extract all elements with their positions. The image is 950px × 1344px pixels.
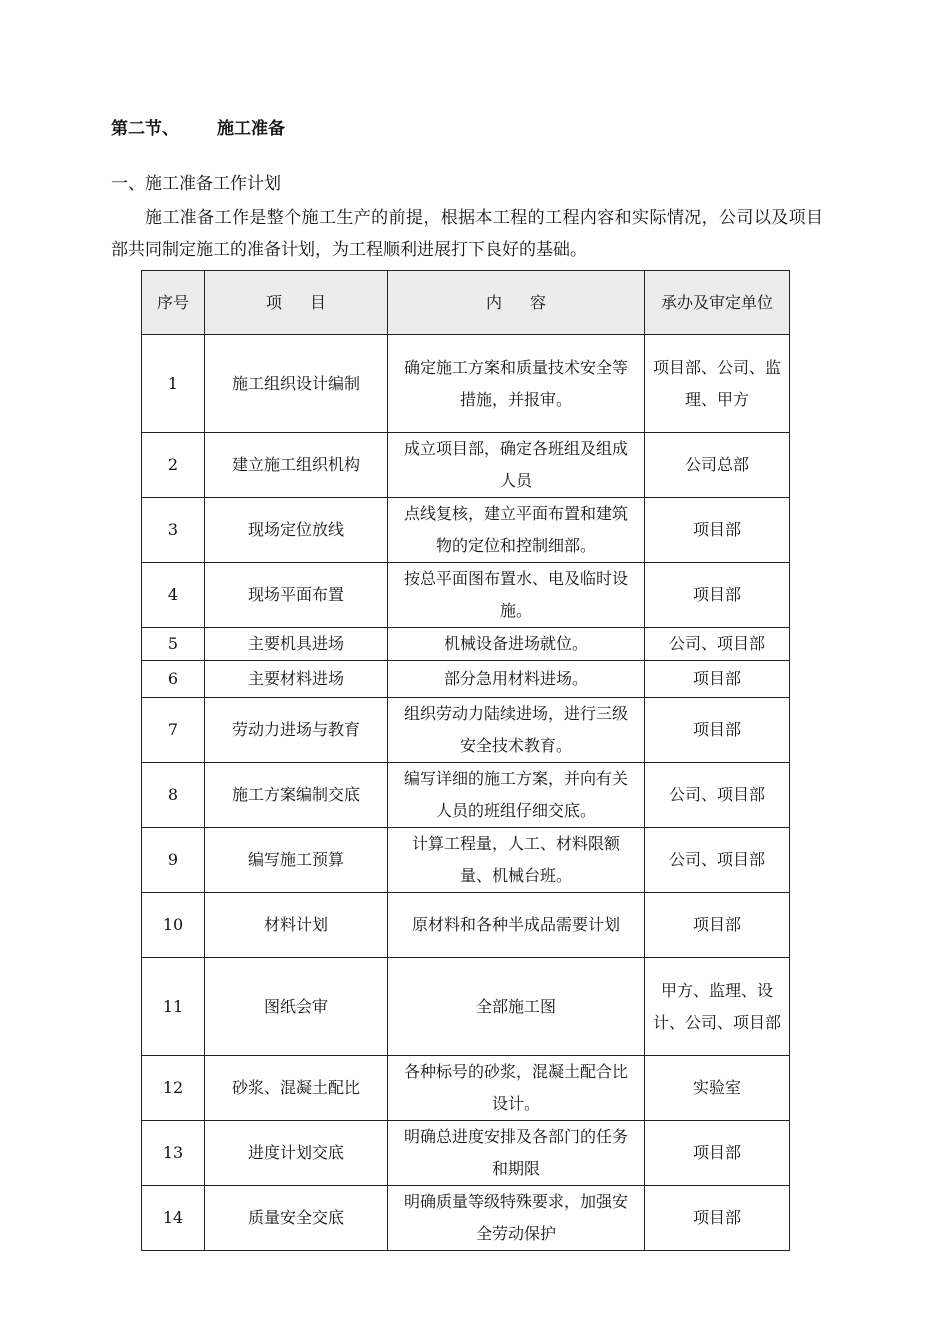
cell-item: 编写施工预算: [205, 828, 388, 893]
cell-content: 明确总进度安排及各部门的任务和期限: [388, 1121, 645, 1186]
intro-paragraph: 施工准备工作是整个施工生产的前提，根据本工程的工程内容和实际情况，公司以及项目部共同制定施工的准备计划，为工程顺利进展打下良好的基础。: [111, 208, 823, 260]
cell-number: 14: [142, 1186, 205, 1251]
cell-content: 明确质量等级特殊要求，加强安全劳动保护: [388, 1186, 645, 1251]
cell-item: 砂浆、混凝土配比: [205, 1056, 388, 1121]
cell-content: 全部施工图: [388, 958, 645, 1056]
cell-item: 现场定位放线: [205, 498, 388, 563]
cell-content: 各种标号的砂浆，混凝土配合比设计。: [388, 1056, 645, 1121]
cell-item: 现场平面布置: [205, 563, 388, 628]
cell-item: 主要机具进场: [205, 628, 388, 661]
table-row: [142, 563, 790, 628]
preparation-plan-table: [141, 270, 790, 1251]
table-row: [142, 958, 790, 1056]
subsection-heading: 一、施工准备工作计划: [111, 174, 281, 194]
cell-number: 1: [142, 335, 205, 433]
cell-number: 7: [142, 698, 205, 763]
cell-number: 12: [142, 1056, 205, 1121]
table-row: [142, 828, 790, 893]
cell-item: 进度计划交底: [205, 1121, 388, 1186]
table-row: [142, 661, 790, 698]
cell-content: 成立项目部，确定各班组及组成人员: [388, 433, 645, 498]
table-row: [142, 763, 790, 828]
cell-number: 2: [142, 433, 205, 498]
cell-item: 材料计划: [205, 893, 388, 958]
cell-content: 机械设备进场就位。: [388, 628, 645, 661]
cell-item: 施工组织设计编制: [205, 335, 388, 433]
cell-item: 施工方案编制交底: [205, 763, 388, 828]
table-row: [142, 628, 790, 661]
cell-number: 8: [142, 763, 205, 828]
cell-unit: 项目部: [645, 563, 790, 628]
cell-number: 9: [142, 828, 205, 893]
header-number: 序号: [142, 271, 205, 335]
section-title-text: 施工准备: [217, 119, 285, 139]
cell-unit: 公司、项目部: [645, 828, 790, 893]
cell-content: 计算工程量，人工、材料限额量、机械台班。: [388, 828, 645, 893]
cell-number: 4: [142, 563, 205, 628]
cell-item: 质量安全交底: [205, 1186, 388, 1251]
cell-unit: 甲方、监理、设计、公司、项目部: [645, 958, 790, 1056]
cell-unit: 公司、项目部: [645, 628, 790, 661]
cell-unit: 项目部: [645, 1121, 790, 1186]
header-content: 内容: [388, 271, 645, 335]
cell-unit: 项目部: [645, 698, 790, 763]
cell-item: 建立施工组织机构: [205, 433, 388, 498]
cell-unit: 项目部: [645, 498, 790, 563]
cell-unit: 项目部: [645, 1186, 790, 1251]
cell-number: 5: [142, 628, 205, 661]
section-title: [111, 117, 285, 141]
table-header-row: [142, 271, 790, 335]
section-number: 第二节、: [111, 119, 179, 139]
table-row: [142, 1121, 790, 1186]
cell-unit: 项目部、公司、监理、甲方: [645, 335, 790, 433]
table-row: [142, 1056, 790, 1121]
cell-content: 组织劳动力陆续进场，进行三级安全技术教育。: [388, 698, 645, 763]
cell-number: 3: [142, 498, 205, 563]
cell-number: 10: [142, 893, 205, 958]
cell-unit: 公司、项目部: [645, 763, 790, 828]
cell-unit: 实验室: [645, 1056, 790, 1121]
cell-content: 原材料和各种半成品需要计划: [388, 893, 645, 958]
cell-unit: 公司总部: [645, 433, 790, 498]
table-row: [142, 698, 790, 763]
cell-content: 编写详细的施工方案，并向有关人员的班组仔细交底。: [388, 763, 645, 828]
cell-item: 图纸会审: [205, 958, 388, 1056]
cell-number: 13: [142, 1121, 205, 1186]
cell-item: 劳动力进场与教育: [205, 698, 388, 763]
table-row: [142, 893, 790, 958]
cell-number: 6: [142, 661, 205, 698]
cell-content: 点线复核，建立平面布置和建筑物的定位和控制细部。: [388, 498, 645, 563]
table-row: [142, 1186, 790, 1251]
table-row: [142, 498, 790, 563]
cell-number: 11: [142, 958, 205, 1056]
cell-content: 部分急用材料进场。: [388, 661, 645, 698]
header-unit: 承办及审定单位: [645, 271, 790, 335]
cell-item: 主要材料进场: [205, 661, 388, 698]
cell-content: 按总平面图布置水、电及临时设施。: [388, 563, 645, 628]
cell-unit: 项目部: [645, 893, 790, 958]
cell-content: 确定施工方案和质量技术安全等措施，并报审。: [388, 335, 645, 433]
cell-unit: 项目部: [645, 661, 790, 698]
table-row: [142, 335, 790, 433]
table-row: [142, 433, 790, 498]
header-item: 项目: [205, 271, 388, 335]
